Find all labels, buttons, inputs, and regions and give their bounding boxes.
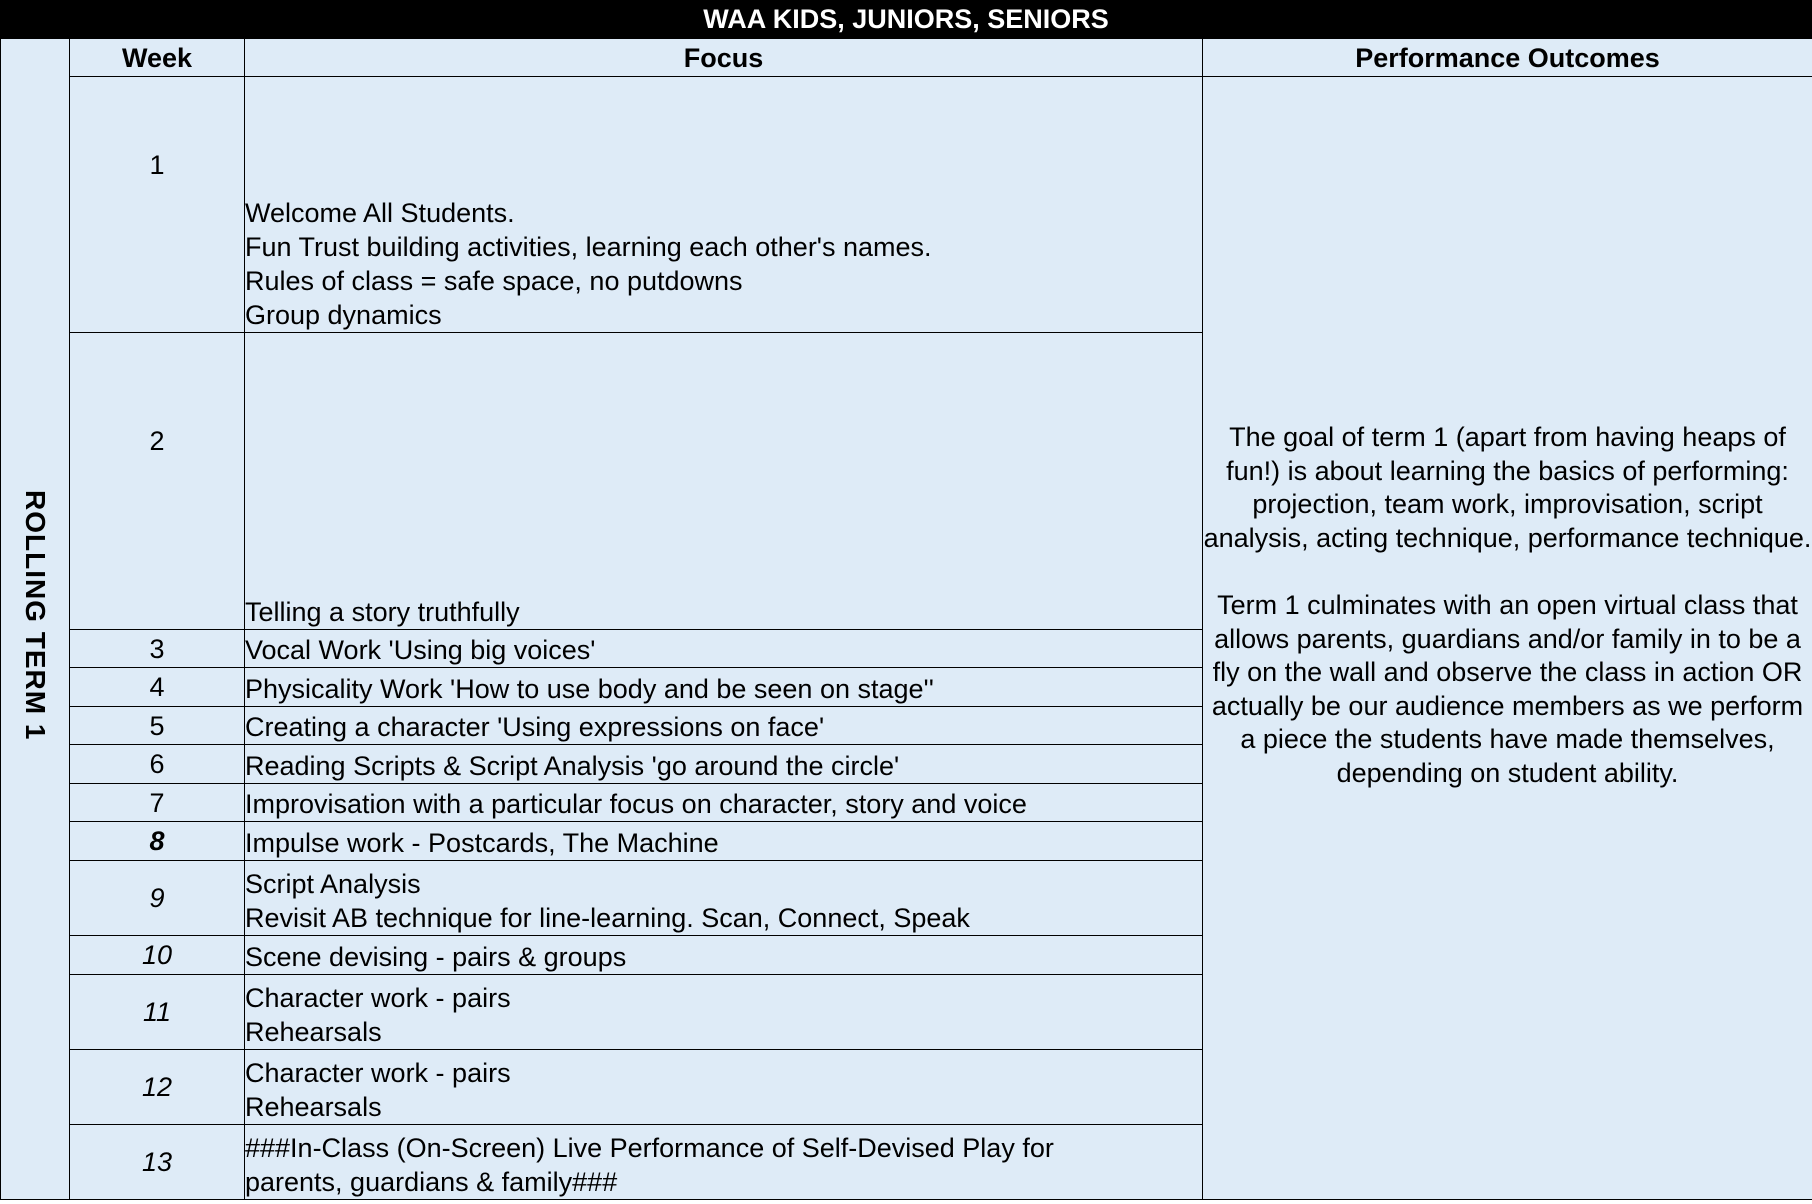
focus-line: Creating a character 'Using expressions on face' xyxy=(245,712,825,742)
focus-line: Rehearsals xyxy=(245,1017,382,1047)
sheet-title: WAA KIDS, JUNIORS, SENIORS xyxy=(0,0,1812,38)
focus-line: Physicality Work 'How to use body and be seen on stage'' xyxy=(245,674,934,704)
focus-cell xyxy=(245,745,1203,784)
focus-line: Character work - pairs xyxy=(245,1058,511,1088)
focus-line: Group dynamics xyxy=(245,300,442,330)
focus-line: Revisit AB technique for line-learning. Scan, Connect, Speak xyxy=(245,903,970,933)
week-number: 2 xyxy=(70,333,245,630)
week-number: 5 xyxy=(70,707,245,745)
focus-cell xyxy=(245,975,1203,1050)
focus-cell xyxy=(245,630,1203,668)
table-row xyxy=(1,77,1812,333)
focus-line: Scene devising - pairs & groups xyxy=(245,942,627,972)
focus-header: Focus xyxy=(245,39,1203,77)
outcomes-header: Performance Outcomes xyxy=(1203,39,1812,77)
focus-cell xyxy=(245,333,1203,630)
header-row xyxy=(1,39,1812,77)
focus-cell xyxy=(245,784,1203,822)
focus-cell xyxy=(245,1125,1203,1200)
term-side-cell xyxy=(1,39,70,1200)
focus-cell xyxy=(245,1050,1203,1125)
focus-line: ###In-Class (On-Screen) Live Performance of Self-Devised Play for xyxy=(245,1133,1054,1163)
focus-line: parents, guardians & family### xyxy=(245,1167,618,1197)
schedule-table xyxy=(0,38,1812,1200)
focus-line: Rehearsals xyxy=(245,1092,382,1122)
focus-line: Rules of class = safe space, no putdowns xyxy=(245,266,743,296)
outcomes-cell xyxy=(1203,77,1812,1200)
week-number: 6 xyxy=(70,745,245,784)
term-label: ROLLING TERM 1 xyxy=(20,489,51,741)
week-number: 8 xyxy=(70,822,245,861)
week-number: 7 xyxy=(70,784,245,822)
focus-cell xyxy=(245,668,1203,707)
week-number: 13 xyxy=(70,1125,245,1200)
week-header: Week xyxy=(70,39,245,77)
focus-line: Fun Trust building activities, learning each other's names. xyxy=(245,232,932,262)
focus-line: Welcome All Students. xyxy=(245,198,515,228)
outcomes-paragraph: The goal of term 1 (apart from having heaps of fun!) is about learning the basics of performing: projection, team work, improvisation, script analysis, acting technique, performance technique. xyxy=(1203,422,1812,553)
focus-line: Vocal Work 'Using big voices' xyxy=(245,635,596,665)
week-number: 12 xyxy=(70,1050,245,1125)
focus-line: Reading Scripts & Script Analysis 'go around the circle' xyxy=(245,751,900,781)
focus-line: Character work - pairs xyxy=(245,983,511,1013)
week-number: 11 xyxy=(70,975,245,1050)
outcomes-paragraph: Term 1 culminates with an open virtual class that allows parents, guardians and/or family in to be a fly on the wall and observe the class in action OR actually be our audience members as we perform a piece the students have made themselves, depending on student ability. xyxy=(1211,590,1804,788)
week-number: 10 xyxy=(70,936,245,975)
focus-line: Script Analysis xyxy=(245,869,421,899)
week-number: 9 xyxy=(70,861,245,936)
focus-line: Telling a story truthfully xyxy=(245,597,520,627)
focus-cell xyxy=(245,77,1203,333)
focus-cell xyxy=(245,861,1203,936)
week-number: 1 xyxy=(70,77,245,333)
focus-cell xyxy=(245,936,1203,975)
focus-line: Impulse work - Postcards, The Machine xyxy=(245,828,719,858)
focus-line: Improvisation with a particular focus on character, story and voice xyxy=(245,789,1027,819)
week-number: 4 xyxy=(70,668,245,707)
focus-cell xyxy=(245,707,1203,745)
focus-cell xyxy=(245,822,1203,861)
week-number: 3 xyxy=(70,630,245,668)
